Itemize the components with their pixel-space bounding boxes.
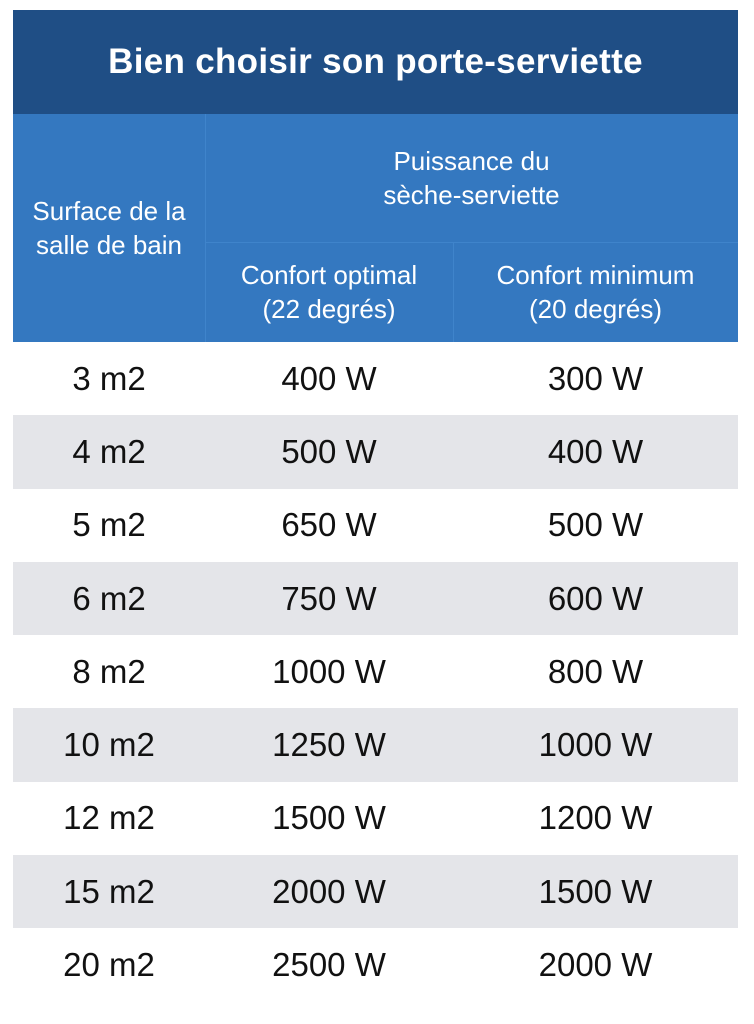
table-row	[13, 635, 738, 708]
cell-surface: 3 m2	[72, 359, 146, 397]
table-title: Bien choisir son porte-serviette	[13, 10, 738, 114]
table-row	[13, 708, 738, 781]
cell-minimum: 1000 W	[538, 726, 653, 764]
cell-minimum: 1500 W	[538, 872, 653, 910]
cell-minimum: 400 W	[547, 432, 644, 470]
table-row	[13, 562, 738, 635]
cell-optimal: 500 W	[281, 432, 377, 470]
cell-minimum: 1200 W	[538, 799, 653, 837]
cell-minimum: 500 W	[547, 506, 644, 544]
cell-optimal: 2000 W	[272, 872, 386, 910]
header-confort-minimum: Confort minimum (20 degrés)	[496, 260, 695, 324]
cell-minimum: 300 W	[547, 359, 644, 397]
cell-minimum: 600 W	[547, 579, 644, 617]
table-header	[13, 114, 738, 342]
cell-optimal: 2500 W	[272, 946, 386, 984]
header-puissance: Puissance du sèche-serviette	[383, 146, 560, 210]
cell-surface: 10 m2	[63, 726, 155, 764]
cell-surface: 15 m2	[63, 872, 155, 910]
table-row	[13, 855, 738, 928]
power-table	[13, 10, 738, 1002]
cell-optimal: 1000 W	[272, 652, 386, 690]
table-row	[13, 928, 738, 1001]
cell-surface: 12 m2	[63, 799, 155, 837]
cell-optimal: 400 W	[281, 359, 377, 397]
header-divider	[206, 242, 738, 243]
header-divider	[453, 242, 454, 342]
table-row	[13, 415, 738, 488]
cell-optimal: 650 W	[281, 506, 377, 544]
cell-optimal: 750 W	[281, 579, 377, 617]
header-confort-optimal: Confort optimal (22 degrés)	[240, 260, 418, 324]
cell-surface: 5 m2	[72, 506, 146, 544]
cell-minimum: 800 W	[547, 652, 644, 690]
header-surface: Surface de la salle de bain	[32, 196, 186, 260]
cell-surface: 20 m2	[63, 946, 155, 984]
table-row	[13, 489, 738, 562]
table-row	[13, 342, 738, 415]
cell-surface: 6 m2	[72, 579, 146, 617]
table-row	[13, 782, 738, 855]
cell-optimal: 1500 W	[272, 799, 386, 837]
cell-minimum: 2000 W	[538, 946, 653, 984]
cell-optimal: 1250 W	[272, 726, 386, 764]
header-divider	[205, 114, 206, 342]
cell-surface: 4 m2	[72, 432, 146, 470]
cell-surface: 8 m2	[72, 652, 146, 690]
